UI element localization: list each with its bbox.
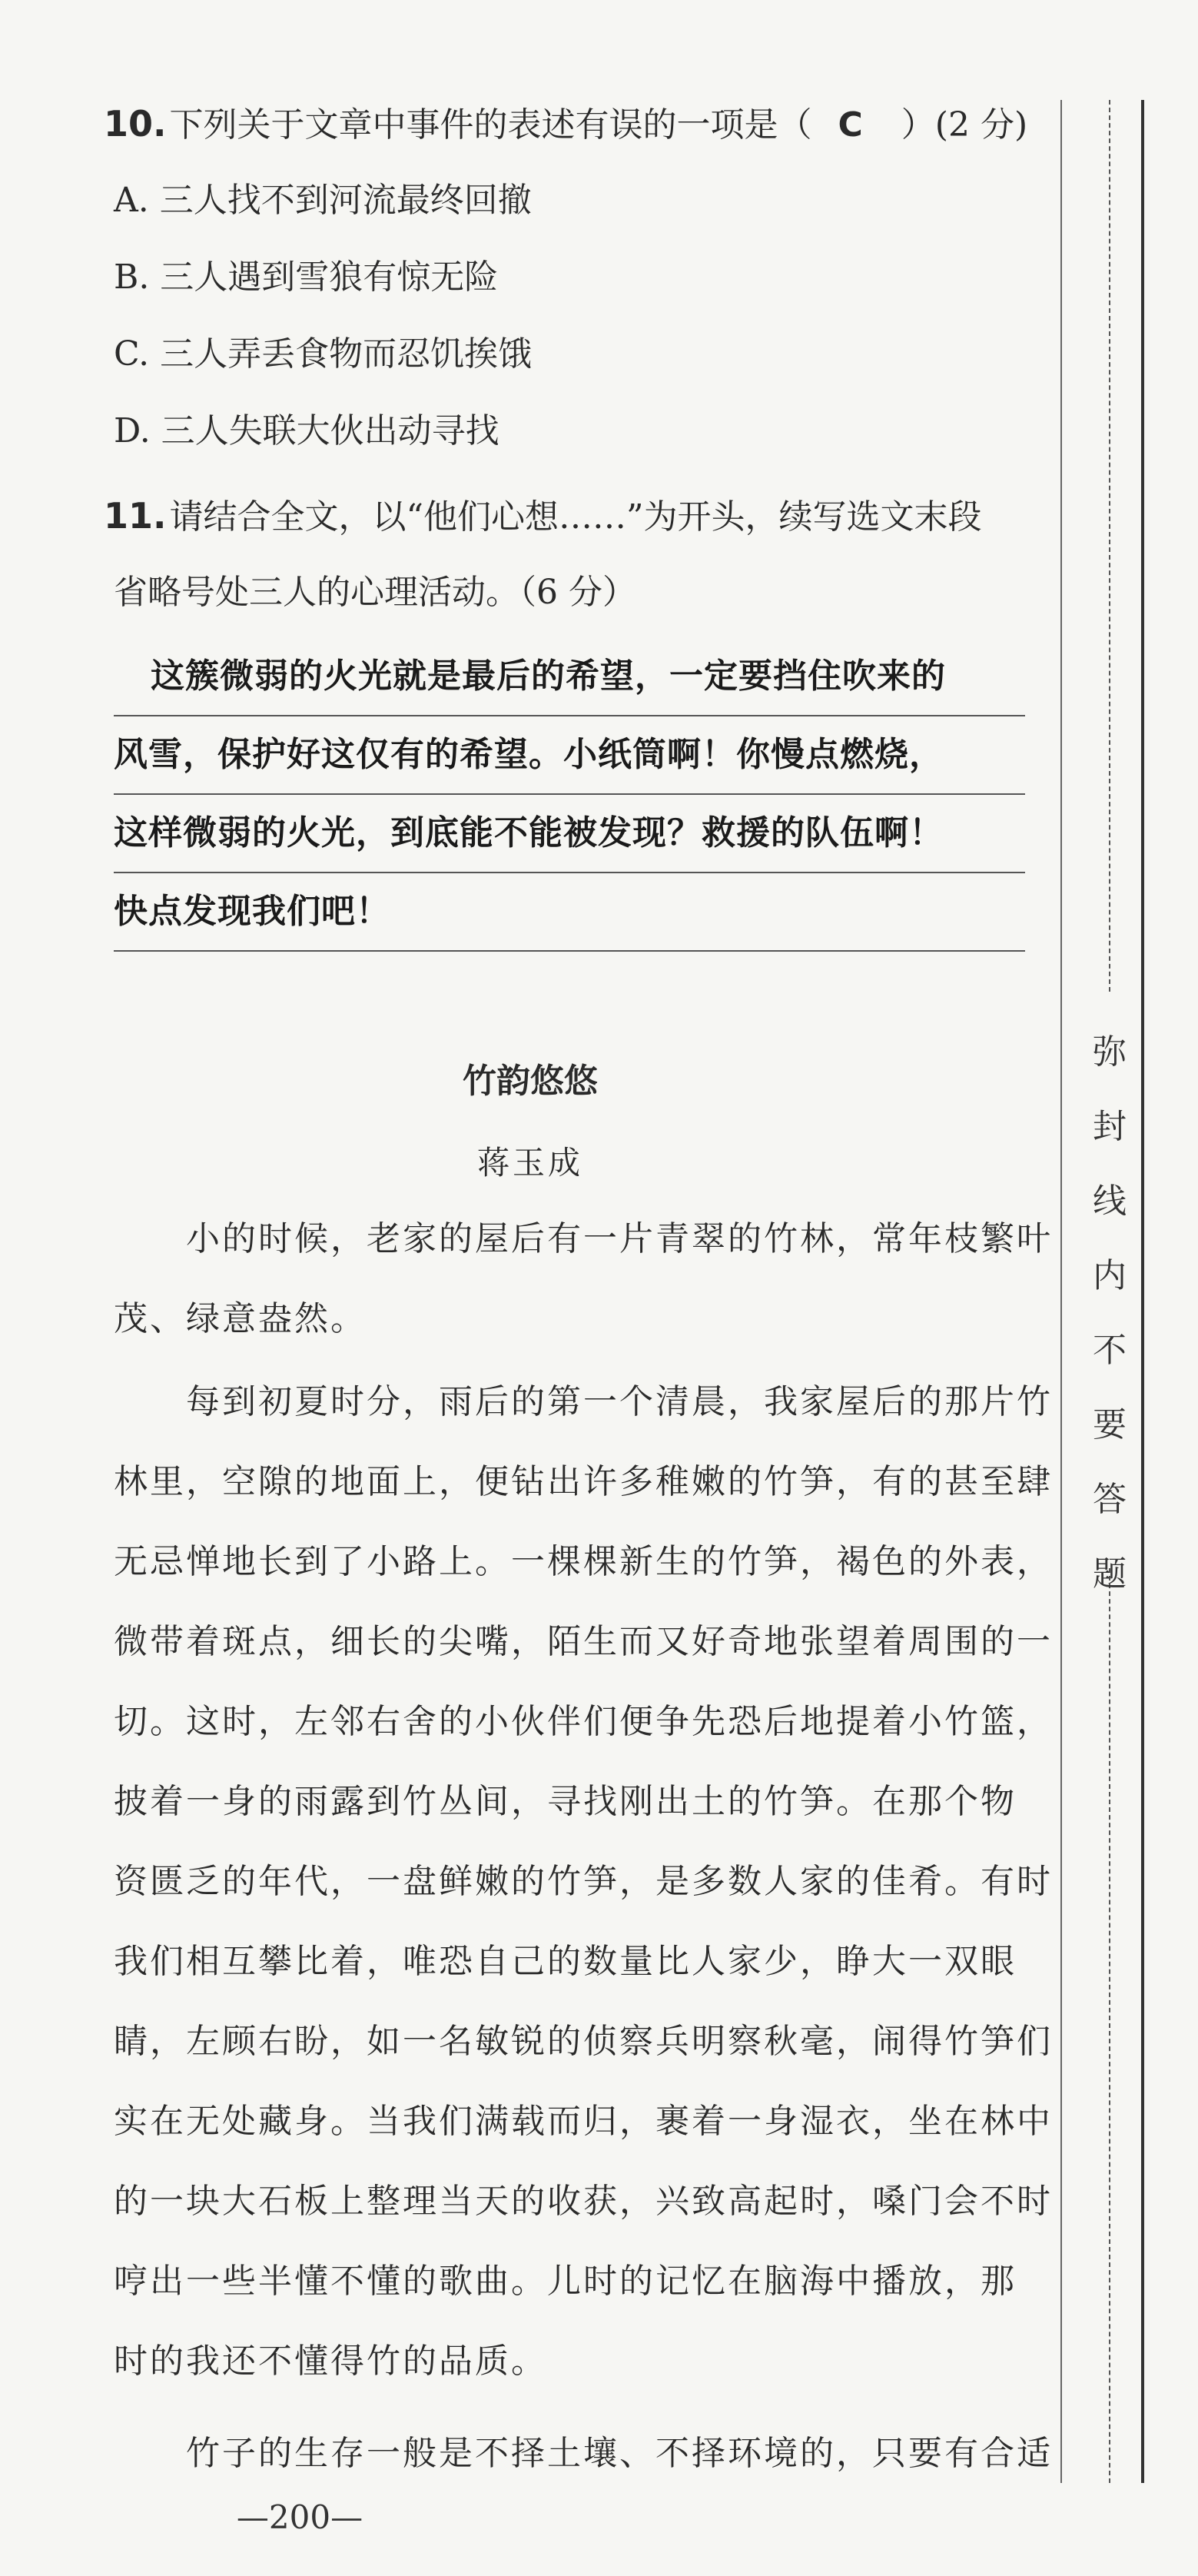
paragraph-line: 茂、绿意盎然。 [114,1299,367,1338]
paragraph-3 [114,2414,1053,2494]
paragraph-2 [114,1362,1053,2401]
margin-border-line [1060,100,1062,2483]
option-b: B. 三人遇到雪狼有惊无险 [114,258,499,297]
seal-char: 内 [1093,1256,1127,1295]
paragraph-1 [114,1199,1053,1359]
option-c: C. 三人弄丢食物而忍饥挨饿 [114,334,533,374]
answer-text-1: 这簇微弱的火光就是最后的希望，一定要挡住吹来的 [151,656,946,696]
question-11-stem-line1 [104,490,1041,543]
seal-char: 弥 [1093,1032,1127,1072]
seal-char: 题 [1093,1554,1127,1594]
question-10-number: 10. [104,103,167,145]
paragraph-line: 实在无处藏身。当我们满载而归，裹着一身湿衣，坐在林中 [114,2102,1053,2141]
paragraph-line: 资匮乏的年代，一盘鲜嫩的竹笋，是多数人家的佳肴。有时 [114,1862,1053,1901]
paragraph-line: 哼出一些半懂不懂的歌曲。儿时的记忆在脑海中播放，那 [114,2262,1017,2301]
article-title: 竹韵悠悠 [463,1062,598,1101]
question-11-text: 请结合全文，以“他们心想……”为开头，续写选文末段 [169,497,982,537]
answer-line-2: 风雪，保护好这仅有的希望。小纸筒啊！你慢点燃烧， [114,716,1025,795]
paragraph-line: 切。这时，左邻右舍的小伙伴们便争先恐后地提着小竹篮， [114,1702,1053,1741]
paragraph-line: 小的时候，老家的屋后有一片青翠的竹林，常年枝繁叶 [114,1219,1053,1258]
paragraph-line: 睛，左顾右盼，如一名敏锐的侦察兵明察秋毫，闹得竹笋们 [114,2022,1053,2061]
seal-dashed-line-bottom [1109,1568,1110,2483]
seal-char: 封 [1093,1107,1127,1146]
paragraph-line: 无忌惮地长到了小路上。一棵棵新生的竹笋，褐色的外表， [114,1542,1053,1581]
seal-char: 线 [1093,1182,1127,1221]
seal-dashed-line-top [1109,100,1110,992]
paragraph-line: 我们相互攀比着，唯恐自己的数量比人家少，睁大一双眼 [114,1942,1017,1981]
seal-char: 要 [1093,1405,1127,1444]
seal-notice [1085,1015,1134,1611]
paragraph-line: 微带着斑点，细长的尖嘴，陌生而又好奇地张望着周围的一 [114,1622,1053,1661]
question-10-score: ）(2 分) [901,105,1028,145]
answer-line-3: 这样微弱的火光，到底能不能被发现？救援的队伍啊！ [114,795,1025,873]
seal-char: 答 [1093,1480,1127,1519]
question-10-answer: C [838,105,863,145]
paragraph-line: 时的我还不懂得竹的品质。 [114,2342,547,2381]
seal-char: 不 [1093,1331,1127,1370]
article-author: 蒋玉成 [476,1144,583,1182]
question-10-stem [104,98,1041,151]
answer-line-4: 快点发现我们吧！ [114,873,1025,952]
option-a: A. 三人找不到河流最终回撤 [114,181,532,220]
question-11-number: 11. [104,495,167,537]
page-number: —200— [236,2498,363,2536]
paragraph-line: 竹子的生存一般是不择土壤、不择环境的，只要有合适 [114,2434,1053,2473]
option-d: D. 三人失联大伙出动寻找 [114,411,499,450]
answer-line-1 [114,638,1025,716]
paragraph-line: 林里，空隙的地面上，便钻出许多稚嫩的竹笋，有的甚至肆 [114,1462,1053,1501]
question-10-text: 下列关于文章中事件的表述有误的一项是（ [169,105,812,145]
question-11-stem-line2: 省略号处三人的心理活动。（6 分） [114,573,636,612]
paragraph-line: 的一块大石板上整理当天的收获，兴致高起时，嗓门会不时 [114,2182,1053,2221]
paragraph-line: 每到初夏时分，雨后的第一个清晨，我家屋后的那片竹 [114,1382,1053,1421]
paragraph-line: 披着一身的雨露到竹丛间，寻找刚出土的竹笋。在那个物 [114,1782,1017,1821]
binding-solid-line [1141,100,1144,2483]
